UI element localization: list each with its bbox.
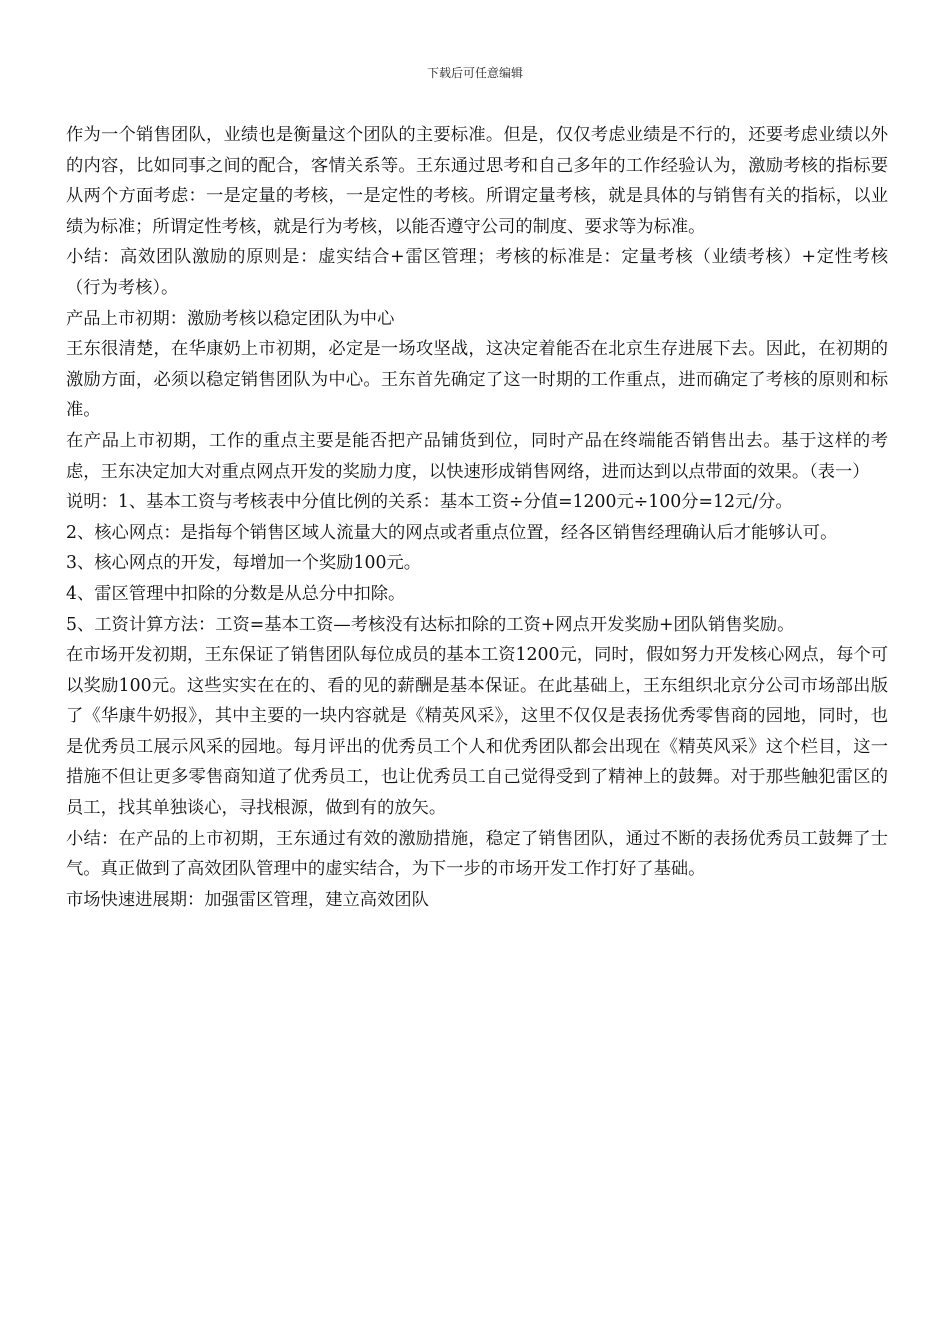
note-item-5: 5、工资计算方法：工资=基本工资—考核没有达标扣除的工资+网点开发奖励+团队销售奖励。 <box>66 614 795 635</box>
note-item-3: 3、核心网点的开发，每增加一个奖励100元。 <box>66 553 422 574</box>
paragraph-market-development: 在市场开发初期，王东保证了销售团队每位成员的基本工资1200元，同时，假如努力开发核心网点，每个可以奖励100元。这些实实在在的、看的见的薪酬是基本保证。在此基础上，王东组织北京分公司市场部出版了《华康牛奶报》，其中主要的一块内容就是《精英风采》，这里不仅仅是表扬优秀零售商的园地，同时，也是优秀员工展示风采的园地。每月评出的优秀员工个人和优秀团队都会出现在《精英风采》这个栏目，这一措施不但让更多零售商知道了优秀员工，也让优秀员工自己觉得受到了精神上的鼓舞。对于那些触犯雷区的员工，找其单独谈心，寻找根源，做到有的放矢。 <box>66 645 888 819</box>
paragraph-summary-principles: 小结：高效团队激励的原则是：虚实结合+雷区管理；考核的标准是：定量考核（业绩考核）+定性考核（行为考核）。 <box>66 247 888 298</box>
note-item-4: 4、雷区管理中扣除的分数是从总分中扣除。 <box>66 583 406 604</box>
paragraph-summary-launch: 小结：在产品的上市初期，王东通过有效的激励措施，稳定了销售团队，通过不断的表扬优秀员工鼓舞了士气。真正做到了高效团队管理中的虚实结合，为下一步的市场开发工作打好了基础。 <box>66 828 888 880</box>
paragraph-kpi-standards: 作为一个销售团队，业绩也是衡量这个团队的主要标准。但是，仅仅考虑业绩是不行的，还要考虑业绩以外的内容，比如同事之间的配合，客情关系等。王东通过思考和自己多年的工作经验认为，激励考核的指标要从两个方面考虑：一是定量的考核，一是定性的考核。所谓定量考核，就是具体的与销售有关的指标，以业绩为标准；所谓定性考核，就是行为考核，以能否遵守公司的制度、要求等为标准。 <box>66 125 888 237</box>
note-item-1: 说明：1、基本工资与考核表中分值比例的关系：基本工资÷分值=1200元÷100分=12元/分。 <box>66 492 793 513</box>
paragraph-launch-focus: 在产品上市初期，工作的重点主要是能否把产品铺货到位，同时产品在终端能否销售出去。基于这样的考虑，王东决定加大对重点网点开发的奖励力度，以快速形成销售网络，进而达到以点带面的效果。（表一） <box>66 430 888 482</box>
note-item-2: 2、核心网点：是指每个销售区域人流量大的网点或者重点位置，经各区销售经理确认后才能够认可。 <box>66 522 838 543</box>
paragraph-launch-stage-intro: 王东很清楚，在华康奶上市初期，必定是一场攻坚战，这决定着能否在北京生存进展下去。因此，在初期的激励方面，必须以稳定销售团队为中心。王东首先确定了这一时期的工作重点，进而确定了考核的原则和标准。 <box>66 339 888 421</box>
document-body <box>66 120 888 915</box>
section-heading-launch-stage: 产品上市初期：激励考核以稳定团队为中心 <box>66 308 395 329</box>
page-header: 下载后可任意编辑 <box>426 66 523 80</box>
section-heading-growth-stage: 市场快速进展期：加强雷区管理，建立高效团队 <box>66 889 429 910</box>
